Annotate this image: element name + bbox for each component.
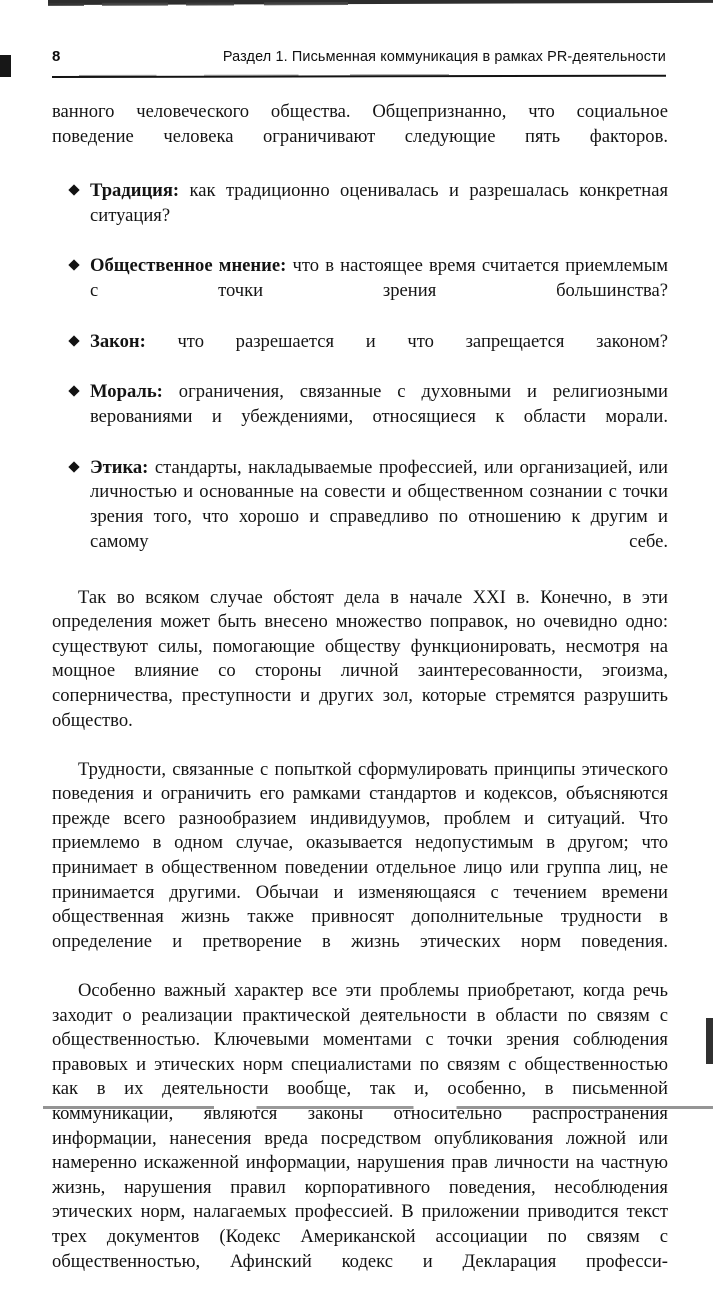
page-body: [52, 100, 668, 1299]
list-item-text: стандарты, накладываемые профессией, или организацией, или личностью и основанные на совести и общественном сознании с точки зрения того, что хорошо и справедливо по отношению к другим и самому себе.: [90, 456, 668, 552]
paragraph-2: Так во всяком случае обстоят дела в начале XXI в. Конечно, в эти определения может быть внесено множество поправок, но очевидно одно: существуют силы, помогающие обществу функционировать, несмотря на мощное влияние со стороны личной заинтересованности, эгоизма, соперничества, преступности и других зол, которые стремятся разрушить общество.: [52, 586, 668, 731]
list-item-text: что в настоящее время считается приемлемым с точки зрения большинства?: [90, 255, 668, 301]
list-item-term: Общественное мнение:: [90, 255, 287, 277]
list-item: [52, 254, 668, 328]
factors-bullet-list: [52, 179, 668, 580]
diamond-bullet-icon: [68, 260, 79, 271]
diamond-bullet-icon: [68, 385, 79, 396]
scan-edge-artifact-left: [0, 55, 11, 77]
diamond-bullet-icon: [68, 184, 79, 195]
list-item-text: как традиционно оценивалась и разрешалась конкретная ситуация?: [90, 179, 668, 226]
list-item-text: что разрешается и что запрещается законом?: [145, 330, 668, 352]
list-item: [52, 380, 668, 454]
paragraph-continued: ванного человеческого общества. Общепризнанно, что социальное поведение человека ограничивают следующие пять факторов.: [52, 101, 668, 147]
list-item: [52, 179, 668, 253]
scan-edge-artifact-top: [48, 0, 713, 5]
paragraph-4: Особенно важный характер все эти проблемы приобретают, когда речь заходит о реализации практической деятельности в области по связям с общественностью. Ключевыми моментами с точки зрения соблюдения правовых и этических норм специалистами по связям с общественностью как в их деятельности вообще, так и, особенно, в письменной коммуникации, являются законы относительно распространения информации, нанесения вреда посредством опубликования ложной или намеренно искаженной информации, нарушения прав личности на частную жизнь, нарушения правил корпоративного поведения, несоблюдения этических норм, налагаемых профессией. В приложении приводится текст трех документов (Кодекс Американской ассоциации по связям с общественностью, Афинский кодекс и Декларация професси-: [52, 980, 668, 1272]
list-item-term: Закон:: [90, 330, 146, 352]
paragraph-3: Трудности, связанные с попыткой сформулировать принципы этического поведения и ограничить его рамками стандартов и кодексов, объясняются прежде всего разнообразием индивидуумов, проблем и ситуаций. Что приемлемо в одном случае, оказывается недопустимым в другом; что принимает в общественном поведении отдельное лицо или группа лиц, не принимается другими. Обычаи и изменяющаяся с течением времени общественная жизнь также привносят дополнительные трудности в определение и претворение в жизнь этических норм поведения.: [52, 758, 668, 952]
list-item-text: ограничения, связанные с духовными и религиозными верованиями и убеждениями, относящиеся к области морали.: [90, 381, 668, 427]
list-item-term: Традиция:: [90, 179, 180, 201]
list-item-term: Мораль:: [90, 381, 163, 403]
list-item-term: Этика:: [90, 456, 149, 478]
scan-edge-artifact-right: [706, 1018, 713, 1064]
diamond-bullet-icon: [68, 335, 79, 346]
page-number: 8: [52, 48, 61, 65]
diamond-bullet-icon: [68, 461, 79, 472]
list-item: [52, 456, 668, 580]
running-head-title: Раздел 1. Письменная коммуникация в рамках PR-деятельности: [222, 49, 666, 65]
list-item: [52, 330, 668, 380]
